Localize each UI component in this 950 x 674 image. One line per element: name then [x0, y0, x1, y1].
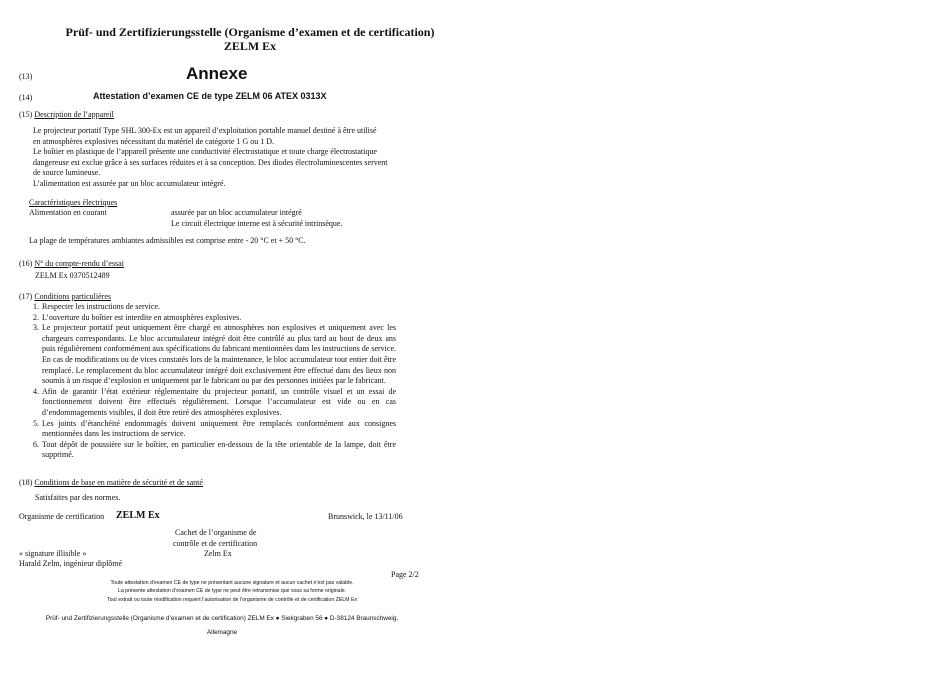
condition-number: 1.: [33, 302, 39, 311]
condition-text: Respecter les instructions de service.: [42, 302, 160, 311]
condition-text: L’ouverture du boîtier est interdite en atmosphères explosives.: [42, 312, 242, 322]
annex-title: Annexe: [186, 64, 248, 83]
notice-line: La présente attestation d’examen CE de type ne peut être retransmise que sous sa forme originale.: [117, 588, 347, 595]
electrical-label: Alimentation en courant: [29, 208, 107, 217]
section-number-14: (14): [19, 93, 33, 102]
footer-line: Allemagne: [206, 628, 238, 636]
notice-line: Tout extrait ou toute modification requiert l’autorisation de l’organisme de contrôle et de certification ZELM Ex: [107, 596, 357, 603]
description-line: en atmosphères explosives nécessitant du matériel de catégorie 1 G ou 1 D.: [33, 136, 275, 146]
description-heading: [19, 110, 114, 121]
description-body: [33, 126, 388, 190]
header-subtitle: ZELM Ex: [223, 39, 277, 53]
stamp-caption-3: Zelm Ex: [204, 549, 232, 558]
header-title: Prüf- und Zertifizierungsstelle (Organisme d’examen et de certification): [65, 25, 435, 39]
section-number-17: (17): [19, 292, 33, 301]
condition-number: 3.: [33, 323, 39, 333]
certification-body-name: ZELM Ex: [116, 510, 160, 521]
page-number: Page 2/2: [391, 570, 419, 579]
footer-line: Prüf- und Zertifizierungsstelle (Organisme d’examen et de certification) ZELM Ex ● Siekgraben 56 ● D-38124 Braunschweig,: [45, 615, 399, 622]
stamp-caption-2: contrôle et de certification: [173, 539, 258, 548]
validity-notice: [19, 579, 445, 604]
description-line: Le boîtier en plastique de l’appareil présente une conductivité électrostatique et toute charge électrostatique: [33, 147, 377, 157]
condition-item: [33, 440, 396, 461]
report-heading-label: N° du compte-rendu d’essai: [34, 259, 124, 268]
condition-number: 4.: [33, 386, 39, 396]
report-heading: [19, 259, 124, 270]
attestation-title: Attestation d’examen CE de type ZELM 06 ATEX 0313X: [93, 91, 327, 101]
stamp-caption-1: Cachet de l’organisme de: [175, 528, 257, 537]
temperature-range: La plage de températures ambiantes admissibles est comprise entre - 20 °C et + 50 °C.: [29, 236, 306, 245]
electrical-value-2: Le circuit électrique interne est à sécurité intrinsèque.: [171, 219, 343, 228]
condition-item: [33, 323, 396, 387]
condition-item: [33, 302, 396, 313]
section-number-18: (18): [19, 478, 33, 487]
conditions-heading-label: Conditions particulières: [34, 292, 111, 301]
condition-text: Tout dépôt de poussière sur le boîtier, en particulier en-dessous de la tête orientable de la lampe, doit être supprimé.: [42, 439, 396, 460]
conditions-list: [33, 302, 396, 461]
basic-conditions-value: Satisfaites par des normes.: [35, 493, 121, 502]
condition-item: [33, 313, 396, 324]
electrical-value-1: assurée par un bloc accumulateur intégré: [171, 208, 302, 217]
section-number-13: (13): [19, 72, 33, 81]
footer-address: [19, 612, 425, 639]
conditions-heading: [19, 292, 111, 303]
condition-number: 2.: [33, 312, 39, 322]
description-line: Le projecteur portatif Type SHL 300-Ex est un appareil d’exploitation portable manuel destiné à être utilisé: [33, 126, 377, 135]
condition-text: Afin de garantir l’état extérieur réglementaire du projecteur portatif, un contrôle visuel et un essai de fonctionnement doivent être effectués régulièrement. Lorsque l’accumulateur est vide ou en cas d’endommagements visibles, il doit être retiré des atmosphères explosives.: [42, 386, 396, 417]
signature-note: « signature illisible »: [19, 549, 87, 558]
section-number-15: (15): [19, 110, 33, 119]
section-number-16: (16): [19, 259, 33, 268]
certification-body-label: Organisme de certification: [19, 512, 105, 521]
description-line: de source lumineuse.: [33, 168, 101, 178]
basic-conditions-heading: [19, 478, 203, 489]
condition-text: Les joints d’étanchéité endommagés doivent uniquement être remplacés conformément aux consignes mentionnées dans les instructions de service.: [42, 418, 396, 439]
condition-text: Le projecteur portatif peut uniquement être chargé en atmosphères non explosives et uniquement avec les chargeurs correspondants. Le bloc accumulateur intégré doit être contrôlé au plus tard au bout de deux ans puis régulièrement conformément aux spécifications du fabricant mentionnées dans les instructions de service. En cas de modifications ou de vices constatés lors de la maintenance, le bloc accumulateur tout entier doit être remplacé. Le remplacement du bloc accumulateur intégré doit exclusivement être effectué dans des lieux non soumis à un risque d’explosion et uniquement par le fabricant ou par des personnes initiées par le fabricant.: [42, 323, 396, 386]
condition-number: 6.: [33, 439, 39, 449]
description-line: dangereuse est exclue grâce à ses surfaces réduites et à sa conception. Des diodes électroluminescentes servent: [33, 157, 388, 167]
notice-line: Toute attestation d’examen CE de type ne présentant aucune signature et aucun cachet n’est pas valable.: [110, 580, 354, 586]
description-heading-label: Description de l’appareil: [34, 110, 114, 119]
condition-item: [33, 387, 396, 419]
report-number: ZELM Ex 0370512489: [35, 271, 110, 280]
description-line: L’alimentation est assurée par un bloc accumulateur intégré.: [33, 178, 226, 188]
condition-item: [33, 419, 396, 440]
basic-conditions-heading-label: Conditions de base en matière de sécurité et de santé: [34, 478, 203, 487]
electrical-heading: Caractéristiques électriques: [29, 198, 118, 207]
place-date: Brunswick, le 13/11/06: [328, 512, 403, 521]
condition-number: 5.: [33, 418, 39, 428]
signer-name: Harald Zelm, ingénieur diplômé: [19, 559, 123, 568]
